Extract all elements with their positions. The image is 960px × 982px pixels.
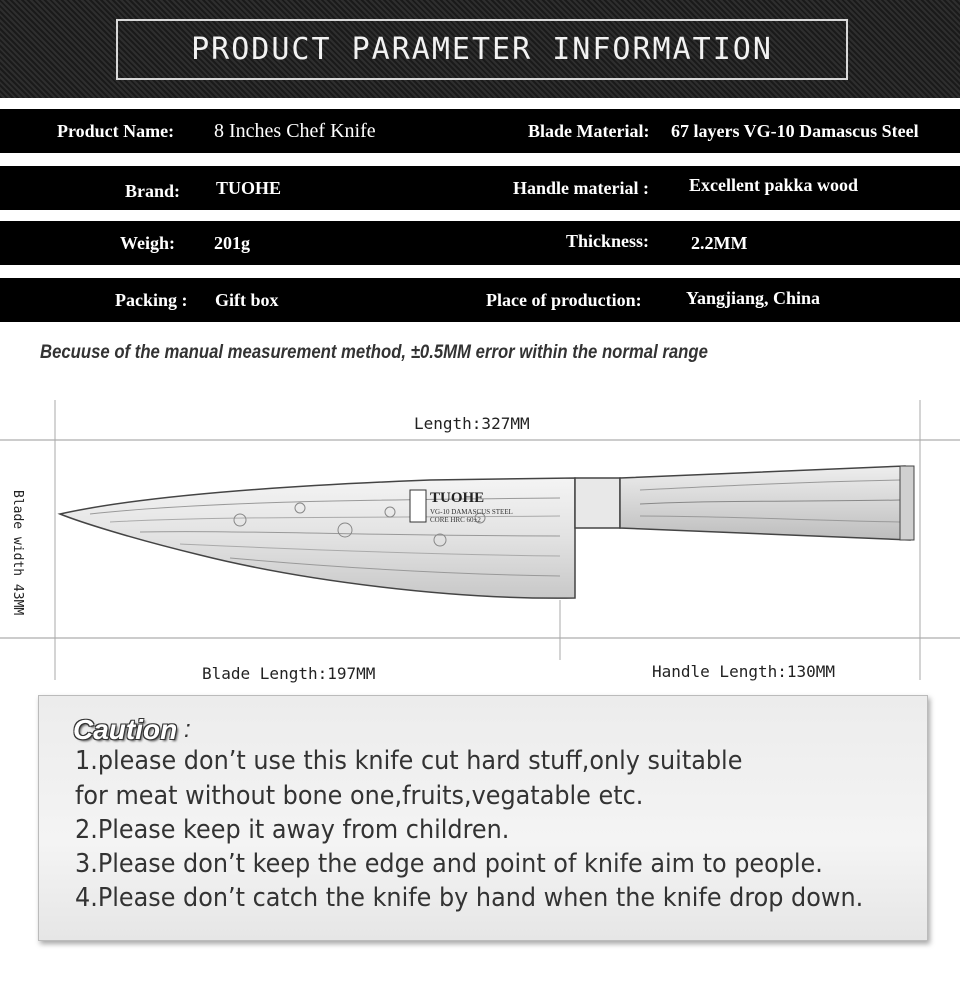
page-title: PRODUCT PARAMETER INFORMATION [191, 32, 773, 67]
param-value: 2.2MM [691, 233, 748, 253]
param-row [0, 221, 960, 265]
param-label: Product Name: [57, 121, 175, 141]
param-value: Excellent pakka wood [689, 175, 859, 195]
caution-title: Caution [73, 714, 178, 745]
header-banner [0, 0, 960, 98]
caution-line: 1.please don’t use this knife cut hard stuff,only suitable [75, 746, 743, 776]
param-value: Gift box [215, 290, 279, 310]
param-label: Blade Material: [528, 121, 650, 141]
knife-diagram [0, 390, 960, 690]
caution-line: 3.Please don’t keep the edge and point of knife aim to people. [75, 849, 823, 879]
param-label: Packing : [115, 290, 188, 310]
param-value: 8 Inches Chef Knife [214, 120, 376, 142]
param-value: Yangjiang, China [686, 288, 821, 308]
handle-length-label: Handle Length:130MM [652, 662, 836, 681]
param-label: Brand: [125, 181, 181, 201]
caution-line: for meat without bone one,fruits,vegatable etc. [75, 781, 644, 811]
caution-line: 4.Please don’t catch the knife by hand when the knife drop down. [75, 883, 864, 913]
brand-mark: TUOHE [430, 490, 485, 506]
param-row [0, 109, 960, 153]
caution-box [38, 695, 928, 941]
param-value: 201g [214, 233, 250, 253]
length-label: Length:327MM [414, 414, 530, 433]
param-row [0, 278, 960, 322]
param-label: Handle material : [513, 178, 649, 198]
caution-colon: : [184, 716, 191, 743]
blade-engraving: CORE HRC 60±2 [430, 516, 481, 524]
blade-width-label: Blade width 43MM [10, 490, 25, 616]
knife-illustration [0, 390, 960, 690]
param-value: 67 layers VG-10 Damascus Steel [671, 121, 919, 141]
param-label: Thickness: [566, 231, 650, 251]
param-label: Place of production: [486, 290, 642, 310]
blade-engraving: VG-10 DAMASCUS STEEL [430, 508, 513, 516]
caution-line: 2.Please keep it away from children. [75, 815, 510, 845]
param-label: Weigh: [120, 233, 176, 253]
header-frame [116, 19, 848, 80]
param-value: TUOHE [216, 178, 282, 198]
param-row [0, 166, 960, 210]
measurement-note: Becuuse of the manual measurement method, ±0.5MM error within the normal range [40, 342, 708, 363]
blade-length-label: Blade Length:197MM [202, 664, 376, 683]
